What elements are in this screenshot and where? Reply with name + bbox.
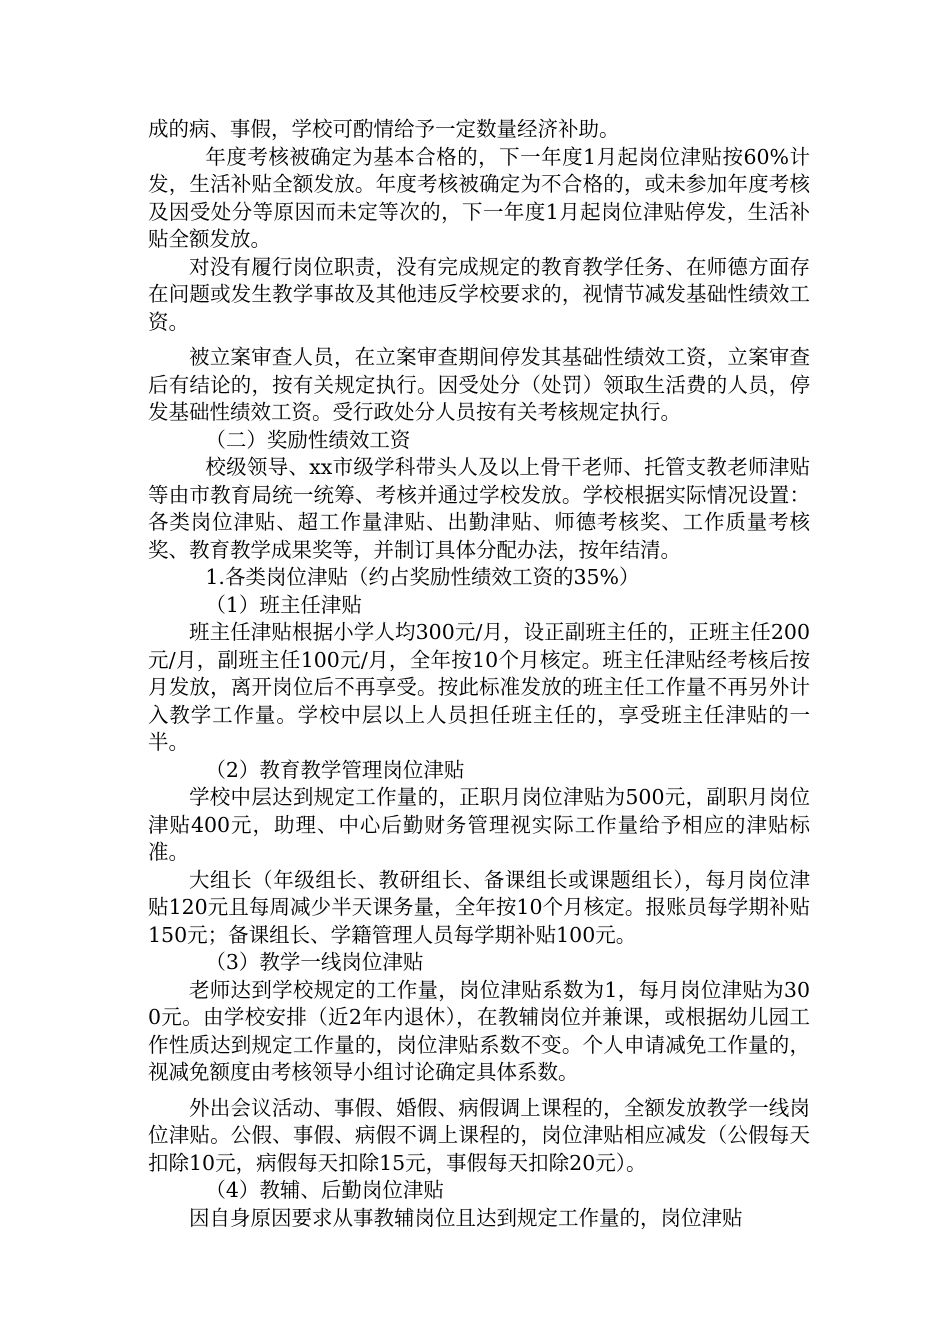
heading-frontline-teaching-allowance: （3）教学一线岗位津贴	[205, 950, 424, 974]
heading-support-staff-allowance: （4）教辅、后勤岗位津贴	[205, 1178, 444, 1202]
heading-incentive-performance-pay: （二）奖励性绩效工资	[205, 427, 411, 452]
paragraph-management-allowance: 学校中层达到规定工作量的，正职月岗位津贴为500元，副职月岗位津贴400元，助理、中心后勤财务管理视实际工作量给予相应的津贴标准。	[148, 785, 810, 864]
paragraph-duty-violation: 对没有履行岗位职责，没有完成规定的教育教学任务、在师德方面存在问题或发生教学事故及其他违反学校要求的，视情节减发基础性绩效工资。	[148, 254, 810, 334]
paragraph-continuation: 成的病、事假，学校可酌情给予一定数量经济补助。	[148, 117, 620, 141]
paragraph-incentive-overview: 校级领导、xx市级学科带头人及以上骨干老师、托管支教老师津贴等由市教育局统一统筹、考核并通过学校发放。学校根据实际情况设置：各类岗位津贴、超工作量津贴、出勤津贴、师德考核奖、工作质量考核奖、教育教学成果奖等，并制订具体分配办法，按年结清。	[148, 455, 810, 562]
paragraph-frontline-teaching-allowance: 老师达到学校规定的工作量，岗位津贴系数为1，每月岗位津贴为300元。由学校安排（近2年内退休），在教辅岗位并兼课，或根据幼儿园工作性质达到规定工作量的，岗位津贴系数不变。个人申请减免工作量的，视减免额度由考核领导小组讨论确定具体系数。	[148, 977, 810, 1084]
paragraph-class-teacher-allowance: 班主任津贴根据小学人均300元/月，设正副班主任的，正班主任200元/月，副班主任100元/月，全年按10个月核定。班主任津贴经考核后按月发放，离开岗位后不再享受。按此标准发放的班主任工作量不再另外计入教学工作量。学校中层以上人员担任班主任的，享受班主任津贴的一半。	[148, 620, 810, 754]
paragraph-group-leader-allowance: 大组长（年级组长、教研组长、备课组长或课题组长），每月岗位津贴120元且每周减少半天课务量，全年按10个月核定。报账员每学期补贴150元；备课组长、学籍管理人员每学期补贴100元。	[148, 867, 810, 947]
paragraph-under-investigation: 被立案审查人员，在立案审查期间停发其基础性绩效工资，立案审查后有结论的，按有关规定执行。因受处分（处罚）领取生活费的人员，停发基础性绩效工资。受行政处分人员按有关考核规定执行。	[148, 345, 810, 424]
heading-management-allowance: （2）教育教学管理岗位津贴	[205, 757, 465, 782]
paragraph-annual-assessment: 年度考核被确定为基本合格的，下一年度1月起岗位津贴按60%计发，生活补贴全额发放。年度考核被确定为不合格的，或未参加年度考核及因受处分等原因而未定等次的，下一年度1月起岗位津贴停发，生活补贴全额发放。	[148, 144, 810, 251]
heading-post-allowances: 1.各类岗位津贴（约占奖励性绩效工资的35%）	[205, 565, 640, 589]
document-page	[148, 116, 810, 1232]
paragraph-leave-deductions: 外出会议活动、事假、婚假、病假调上课程的，全额发放教学一线岗位津贴。公假、事假、病假不调上课程的，岗位津贴相应减发（公假每天扣除10元，病假每天扣除15元，事假每天扣除20元）。	[148, 1095, 810, 1175]
heading-class-teacher-allowance: （1）班主任津贴	[205, 592, 362, 617]
paragraph-support-staff-allowance: 因自身原因要求从事教辅岗位且达到规定工作量的，岗位津贴	[189, 1205, 743, 1230]
